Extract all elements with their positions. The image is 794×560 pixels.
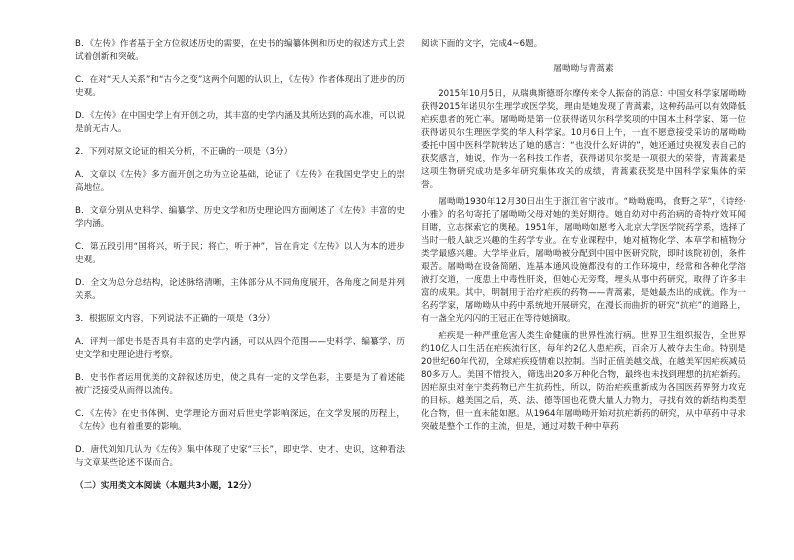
option-2b: B．文章分别从史料学、编纂学、历史文学和历史理论四方面阐述了《左传》丰富的史学内涵。 bbox=[75, 206, 405, 229]
option-1d: D．《左传》在中国史学上有开创之功，其丰富的史学内涵及其所达到的高水准，可以说是前无古人。 bbox=[75, 111, 405, 134]
left-column bbox=[75, 38, 405, 503]
article-paragraph: 2015年10月5日，从瑞典斯德哥尔摩传来令人振奋的消息：中国女科学家屠呦呦获得2015年诺贝尔生理学或医学奖，理由是她发现了青蒿素，这种药品可以有效降低疟疾患者的死亡率。屠呦呦是第一位获得诺贝尔科学奖项的中国本土科学家、第一位获得诺贝尔生理医学奖的华人科学家。10月6日上午，一直不愿意接受采访的屠呦呦委托中国中医科学院转达了她的感言：“也没什么好讲的”，她还通过央视发表自己的获奖感言，她说，作为一名科技工作者，获得诺贝尔奖是一项很大的荣誉，青蒿素是这项生物研究成功是多年研究集体攻关的成绩，青蒿素获奖是中国科学家集体的荣誉。 bbox=[421, 89, 746, 190]
option-3c: C．《左传》在史书体例、史学理论方面对后世史学影响深远，在文学发展的历程上，《左传》也有着重要的影响。 bbox=[75, 409, 405, 432]
option-1c: C．在对“天人关系”和“古今之变”这两个问题的认识上，《左传》作者体现出了进步的历史观。 bbox=[75, 75, 405, 98]
reading-intro: 阅读下面的文字，完成4~6题。 bbox=[421, 39, 543, 49]
article-paragraph: 屠呦呦1930年12月30日出生于浙江省宁波市。“呦呦鹿鸣，食野之苹”，《诗经·小雅》的名句寄托了屠呦呦父母对她的美好期待。她自幼对中药治病的奇特疗效耳闻目睹，立志探索它的奥秘。1951年，屠呦呦如愿考入北京大学医学院药学系，选择了当时一般人缺乏兴趣的生药学专业。在专业课程中，她对植物化学、本草学和植物分类学最感兴趣。大学毕业后，屠呦呦被分配到中国中医研究院，即时该院初创，条件艰苦。屠呦呦在设备简陋、连基本通风设施都没有的工作环境中，经常和各种化学溶液打交道，一度患上中毒性肝炎，但她心无旁骛，埋头从事中药研究，取得了许多丰富的成果。其中，明制用于治疗疟疾的药物——青蒿素，是她最杰出的成就。作为一名药学家，屠呦呦从中药中系统地开展研究，在漫长而曲折的研究“抗疟”的道路上，有一盏全光闪闪的王冠正在等待她摘取。 bbox=[421, 197, 746, 324]
question-3-stem: 3．根据原文内容，下列说法不正确的一项是（3分） bbox=[75, 314, 275, 324]
article-paragraph: 疟疾是一种严重危害人类生命健康的世界性流行病。世界卫生组织报告，全世界约10亿人口生活在疟疾流行区，每年约2亿人患疟疾，百余万人被夺去生命。特别是20世纪60年代初，全球疟疾疫情难以控制。当时正值美越交战，在越美军因疟疾减员80多万人。美国不惜投入，筛选出20多万种化合物，最终也未找到理想的抗疟新药。因疟原虫对奎宁类药物已产生抗药性，所以，防治疟疾重新成为各国医药界努力攻克的目标。越美国之后，英、法、德等国也花费大量人力物力，寻找有效的新结构类型化合物，但一直未能如愿。从1964年屠呦呦开始对抗疟新药的研究，从中草药中寻求突破是整个工作的主流，但是，通过对数千种中草药 bbox=[421, 331, 746, 432]
right-column bbox=[421, 38, 746, 438]
option-2a: A．文章以《左传》多方面开创之功为立论基础，论证了《左传》在我国史学史上的崇高地位。 bbox=[75, 170, 405, 193]
option-3d: D．唐代刘知几认为《左传》集中体现了史家“三长”，即史学、史才、史识，这种看法与文章某些论述不谋而合。 bbox=[75, 445, 405, 468]
section-heading: （二）实用类文本阅读（本题共3小题，12分） bbox=[75, 481, 257, 491]
option-2d: D．全文为总分总结构，论述脉络清晰，主体部分从不同角度展开，各角度之间是并列关系。 bbox=[75, 278, 405, 301]
option-1b: B．《左传》作者基于全方位叙述历史的需要，在史书的编纂体例和历史的叙述方式上尝试着创新和突破。 bbox=[75, 39, 405, 62]
option-3b: B．史书作者运用优美的文辞叙述历史，使之具有一定的文学色彩，主要是为了着述能被广泛接受从而得以流传。 bbox=[75, 373, 405, 396]
question-2-stem: 2．下列对原文论证的相关分析，不正确的一项是（3分） bbox=[75, 147, 293, 157]
option-3a: A．评判一部史书是否具有丰富的史学内涵，可以从四个范围——史料学、编纂学、历史文学和史理论进行考察。 bbox=[75, 337, 405, 360]
article-title: 屠呦呦与青蒿素 bbox=[553, 64, 614, 74]
option-2c: C．第五段引用“国将兴，听于民；将亡，听于神”，旨在肯定《左传》以人为本的进步史观。 bbox=[75, 242, 405, 265]
